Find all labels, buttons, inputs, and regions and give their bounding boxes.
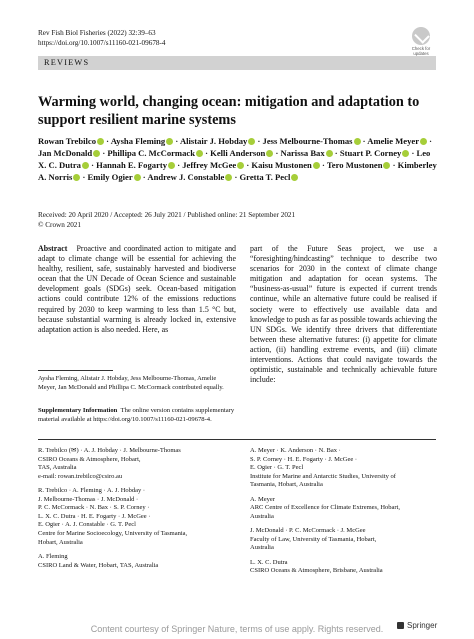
affiliation-line: P. C. McCormack · N. Bax · S. P. Corney ·	[38, 504, 150, 512]
orcid-icon[interactable]	[93, 150, 100, 157]
affiliation-block	[38, 447, 238, 481]
author-name: Kaisu Mustonen	[251, 160, 312, 171]
affiliation-line: ARC Centre of Excellence for Climate Extremes, Hobart,	[250, 504, 400, 512]
dates-line: Received: 20 April 2020 / Accepted: 26 July 2021 / Published online: 21 September 2021	[38, 211, 296, 219]
orcid-icon[interactable]	[225, 174, 232, 181]
affiliation-line: e-mail: rowan.trebilco@csiro.au	[38, 472, 123, 480]
affiliation-line: CSIRO Oceans & Atmosphere, Hobart,	[38, 455, 141, 463]
journal-citation: Rev Fish Biol Fisheries (2022) 32:39–63	[38, 29, 156, 37]
orcid-icon[interactable]	[402, 150, 409, 157]
affiliation-line: Institute for Marine and Antarctic Studies, University of	[250, 472, 396, 480]
affiliation-block	[250, 527, 440, 553]
publisher-name: Springer	[407, 621, 438, 630]
journal-header	[38, 28, 166, 48]
affiliation-line: CSIRO Oceans & Atmosphere, Brisbane, Australia	[250, 567, 383, 575]
author-name: Leo X. C. Dutra	[38, 148, 431, 171]
check-updates-label: Check for updates	[411, 46, 431, 56]
footer-notice: Content courtesy of Springer Nature, terms of use apply. Rights reserved.	[90, 624, 384, 634]
affiliation-block	[250, 559, 440, 576]
affiliation-line: R. Trebilco (✉) · A. J. Hobday · J. Melbourne-Thomas	[38, 447, 181, 454]
orcid-icon[interactable]	[248, 138, 255, 145]
affiliation-line: R. Trebilco · A. Fleming · A. J. Hobday ·	[38, 487, 146, 495]
orcid-icon[interactable]	[237, 162, 244, 169]
orcid-icon[interactable]	[97, 138, 104, 145]
author-name: Jan McDonald	[38, 148, 93, 159]
affiliation-line: Australia	[250, 512, 274, 520]
orcid-icon[interactable]	[313, 162, 320, 169]
orcid-icon[interactable]	[383, 162, 390, 169]
author-name: Jess Melbourne-Thomas	[262, 136, 353, 146]
author-name: Gretta T. Pecl	[239, 172, 291, 183]
author-name: Kelli Anderson	[210, 148, 266, 159]
affiliation-line: A. Meyer · K. Anderson · N. Bax ·	[250, 447, 341, 454]
affiliation-line: A. Fleming	[38, 552, 68, 560]
supplementary-label: Supplementary Information	[38, 407, 118, 414]
abstract-label: Abstract	[38, 244, 68, 253]
affiliation-line: J. Melbourne-Thomas · J. McDonald ·	[38, 495, 139, 503]
orcid-icon[interactable]	[196, 150, 203, 157]
orcid-icon[interactable]	[291, 174, 298, 181]
publisher-logo	[397, 621, 437, 630]
affiliation-line: S. P. Corney · H. E. Fogarty · J. McGee ·	[250, 455, 358, 463]
abstract-left-column	[38, 244, 236, 335]
orcid-icon[interactable]	[82, 162, 89, 169]
article-title: Warming world, changing ocean: mitigation and adaptation to support resilient marine systems	[38, 94, 420, 128]
footnote-divider	[38, 370, 113, 371]
abstract-right-column: part of the Future Seas project, we use a “foresighting/hindcasting” technique to describe two scenarios for 2030 in the context of climate change mitigation and adaptation for ocean systems. The “business-as-usual” future is expected if current trends continue, while an alternative future could be realised if society were to effectively use available data and knowledge to push as far as possible towards achieving the UN SDGs. We identify three drivers that differentiate between these alternative futures: (i) appetite for climate action, (ii) handling extreme events, and (iii) climate interventions. Actions that could navigate towards the optimistic, sustainable and technically achievable future include:	[250, 244, 437, 385]
author-name: Alistair J. Hobday	[179, 136, 248, 146]
author-name: Tero Mustonen	[326, 160, 383, 171]
doi-link[interactable]: https://doi.org/10.1007/s11160-021-09678-4	[38, 39, 166, 47]
section-banner: REVIEWS	[38, 56, 436, 70]
affiliation-block	[250, 447, 440, 490]
affiliations-divider	[38, 439, 436, 440]
orcid-icon[interactable]	[354, 138, 361, 145]
affiliation-block	[250, 496, 440, 522]
affiliations-left	[38, 447, 238, 576]
author-name: Stuart P. Corney	[339, 148, 402, 159]
abstract-text-left: Proactive and coordinated action to mitigate and adapt to climate change will be essential for achieving the healthy, resilient, safe, sustainably harvested and biodiverse ocean that the UN Decade of Ocean Science and sustainable development goals (SDGs) seek. Ocean-based mitigation actions could contribute 12% of the emissions reductions required by 2030 to keep warming to less than 1.5 °C but, because substantial warming is already locked in, extensive adaptation action is also needed. Here, as	[38, 244, 236, 334]
orcid-icon[interactable]	[166, 138, 173, 145]
affiliation-line: Tasmania, Hobart, Australia	[250, 481, 323, 489]
affiliation-line: L. X. C. Dutra	[250, 558, 288, 566]
affiliation-line: A. Meyer	[250, 495, 275, 503]
affiliation-line: E. Ogier · A. J. Constable · G. T. Pecl	[38, 521, 136, 529]
equal-contribution-note: Aysha Fleming, Alistair J. Hobday, Jess Melbourne-Thomas, Amelie Meyer, Jan McDonald and Phillipa C. McCormack contributed equally.	[38, 375, 224, 391]
affiliation-line: CSIRO Land & Water, Hobart, TAS, Australia	[38, 561, 159, 569]
author-name: Aysha Fleming	[110, 136, 166, 146]
affiliation-block	[38, 553, 238, 570]
author-name: Andrew J. Constable	[147, 172, 225, 183]
supplementary-text[interactable]: The online version contains supplementary material available at https://doi.org/10.1007/s11160-021-09678-4.	[38, 407, 235, 423]
orcid-icon[interactable]	[326, 150, 333, 157]
copyright-line: © Crown 2021	[38, 221, 81, 229]
springer-horse-icon	[397, 622, 404, 629]
orcid-icon[interactable]	[420, 138, 427, 145]
affiliation-line: E. Ogier · G. T. Pecl	[250, 464, 304, 472]
affiliation-line: Faculty of Law, University of Tasmania, Hobart,	[250, 535, 377, 543]
affiliations-right	[250, 447, 440, 581]
author-name: Kimberley A. Norris	[38, 160, 437, 183]
author-name: Phillipa C. McCormack	[107, 148, 195, 159]
author-list: Rowan Trebilco · Aysha Fleming · Alistair J. Hobday · Jess Melbourne-Thomas · Amelie Meyer · Jan McDonald · Phillipa C. McCormack · Kelli Anderson · Narissa Bax · Stuart P. Corney · Leo X. C. Dutra · Hannah E. Fogarty · Jeffrey McGee · Kaisu Mustonen · Tero Mustonen · Kimberley A. Norris · Emily Ogier · Andrew J. Constable · Gretta T. Pecl	[38, 136, 437, 183]
author-name: Narissa Bax	[280, 148, 325, 159]
orcid-icon[interactable]	[266, 150, 273, 157]
orcid-icon[interactable]	[73, 174, 80, 181]
affiliation-line: Australia	[250, 544, 274, 552]
supplementary-info	[38, 407, 236, 424]
author-name: Emily Ogier	[87, 172, 133, 183]
publication-dates	[38, 210, 295, 230]
affiliation-line: TAS, Australia	[38, 464, 77, 472]
author-name: Amelie Meyer	[367, 136, 420, 146]
affiliation-line: Hobart, Australia	[38, 538, 83, 546]
affiliation-block	[38, 487, 238, 547]
affiliation-line: J. McDonald · P. C. McCormack · J. McGee	[250, 527, 366, 535]
check-for-updates-badge[interactable]	[408, 27, 434, 56]
orcid-icon[interactable]	[134, 174, 141, 181]
affiliation-line: Centre for Marine Socioecology, University of Tasmania,	[38, 530, 188, 538]
orcid-icon[interactable]	[168, 162, 175, 169]
author-name: Hannah E. Fogarty	[96, 160, 168, 171]
author-name: Jeffrey McGee	[182, 160, 237, 171]
author-name: Rowan Trebilco	[38, 136, 97, 146]
check-updates-icon	[412, 27, 430, 45]
affiliation-line: L. X. C. Dutra · H. E. Fogarty · J. McGee ·	[38, 512, 151, 520]
